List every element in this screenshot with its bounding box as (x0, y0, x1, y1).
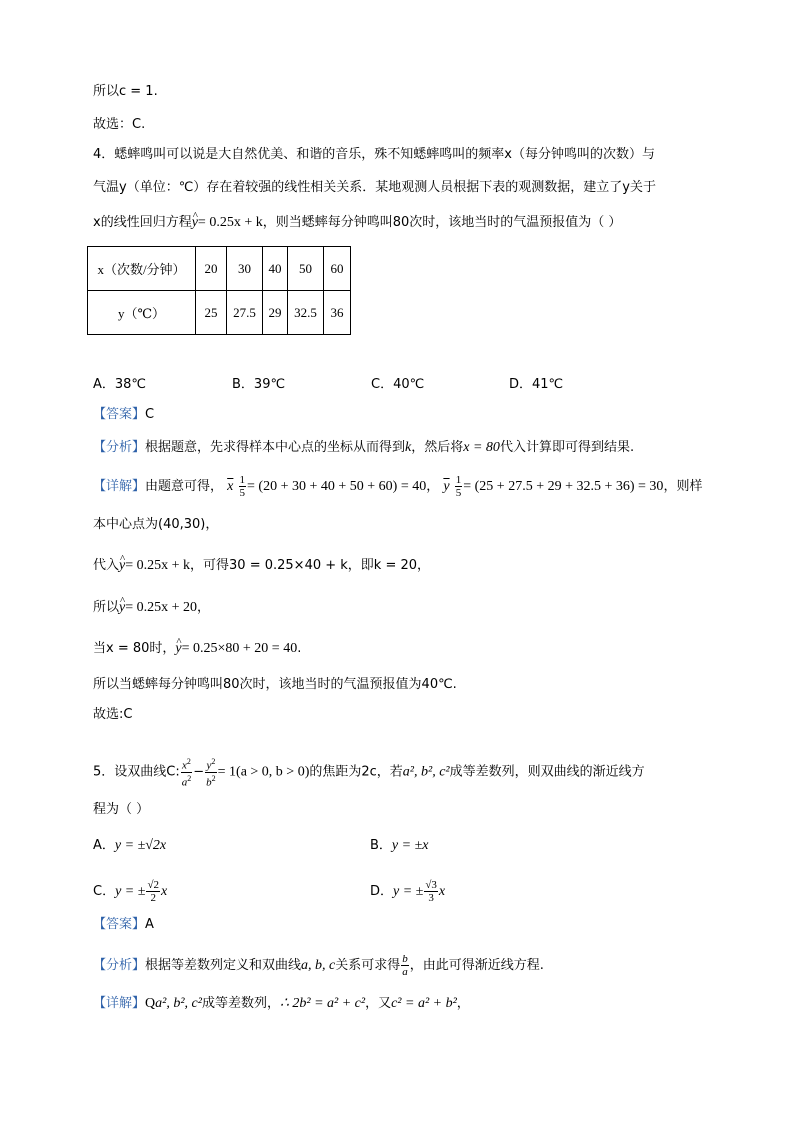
q5-stem-post: 成等差数列，则双曲线的渐近线方 (449, 764, 645, 780)
q4-detail-line4 (93, 600, 210, 616)
one-fifth-fraction: $\frac{1}{5}$ (455, 474, 462, 499)
q4-detail-line1: 【详解】由题意可得， $\overline{x}$ $\frac{1}{5}$ = (20 + 30 + 40 + 50 + 60) = 40， $\overline{y}$ $\frac{1}{5}$ = (25 + 27.5 + 29 + 32.5 + 36) = 30，则样 (93, 474, 703, 499)
q4-detail-l3-formula: = 0.25x + k (125, 558, 191, 573)
q4-detail-l4-post: ， (197, 600, 211, 615)
table-header-y: y（℃） (88, 291, 196, 335)
q5-detail-post: ， (456, 996, 470, 1011)
q5-option-d (370, 879, 445, 904)
q5-analysis-pre: 根据等差数列定义和双曲线 (145, 958, 302, 973)
table-cell-y: 32.5 (288, 291, 324, 335)
q5-option-b (370, 838, 428, 854)
q5-option-a (93, 838, 166, 854)
q5-option-b-label: B． (370, 838, 392, 853)
q5-detail-eq2: c² = a² + b² (391, 996, 457, 1011)
q5-detail-tag: 【详解】 (93, 996, 146, 1011)
q5-option-d-fraction (424, 879, 438, 904)
q4-analysis-mid: ，然后将 (411, 440, 464, 455)
table-cell-y: 36 (324, 291, 351, 335)
prev-line-c-equals-1: 所以c = 1. (93, 84, 158, 99)
q5-option-d-expr-post: x (438, 884, 446, 899)
ybar-symbol: $\overline{y}$ (443, 479, 450, 494)
q5-option-d-label: D． (370, 884, 394, 899)
q4-detail-line5 (93, 641, 301, 657)
q5-detail-mid2: ，又 (365, 996, 392, 1011)
table-cell-x: 40 (263, 247, 288, 291)
q5-hyperbola-equation: = 1(a > 0, b > 0) (217, 764, 310, 780)
q4-analysis-tag: 【分析】 (93, 440, 146, 455)
q5-option-c-num: √2 (147, 879, 159, 891)
q5-answer-line (93, 917, 154, 933)
q5-answer-tag: 【答案】 (93, 917, 146, 932)
y2-over-b2-fraction: $\frac{y^2}{b^2}$ (206, 757, 216, 789)
table-row-x (88, 247, 351, 291)
q5-option-c-expr-pre: y = ± (115, 884, 146, 899)
q5-stem-line2: 程为（ ） (93, 802, 150, 817)
q4-detail-l1-post: ，则样 (663, 479, 703, 494)
ybar-equation: = (25 + 27.5 + 29 + 32.5 + 36) = 30 (463, 479, 664, 494)
q4-analysis-line (93, 440, 634, 456)
x2-over-a2-fraction: $\frac{x^2}{a^2}$ (181, 757, 192, 789)
q4-detail-line6: 所以当蟋蟀每分钟鸣叫80次时，该地当时的气温预报值为40℃. (93, 677, 457, 692)
q4-answer-tag: 【答案】 (93, 407, 146, 422)
q4-detail-l4-pre: 所以 (93, 600, 120, 615)
q5-stem-line1: 5．设双曲线C: $\frac{x^2}{a^2}$ − $\frac{y^2}{b^2}$ = 1(a > 0, b > 0)的焦距为2c，若a², b², c²成等差数列，则双曲线的渐近线方 (93, 757, 645, 789)
q4-analysis-eq: x = 80 (463, 440, 500, 455)
q4-analysis-pre: 根据题意，先求得样本中心点的坐标从而得到 (145, 440, 406, 455)
q4-detail-l5-pre: 当x = 80时， (93, 641, 176, 656)
q5-detail-pre: Q (145, 996, 156, 1011)
q4-analysis-k: k (405, 440, 412, 455)
q4-yhat-symbol: ^ y (119, 558, 125, 573)
q4-analysis-post: 代入计算即可得到结果. (499, 440, 635, 455)
q5-detail-eq1: ∴ 2b² = a² + c² (279, 996, 366, 1011)
q5-analysis-vars: a, b, c (301, 958, 336, 973)
q5-option-c-expr-post: x (160, 884, 168, 899)
one-fifth-fraction: $\frac{1}{5}$ (239, 474, 246, 499)
q4-yhat-symbol: ^ y (119, 600, 125, 615)
q5-option-b-expr: y = ±x (391, 838, 429, 853)
q5-analysis-line (93, 953, 544, 978)
q5-analysis-tag: 【分析】 (93, 958, 146, 973)
xbar-equation: = (20 + 30 + 40 + 50 + 60) = 40 (247, 479, 427, 494)
q5-option-d-expr-pre: y = ± (393, 884, 424, 899)
q5-option-a-label: A． (93, 838, 115, 853)
prev-answer-line: 故选：C. (93, 117, 146, 132)
q4-regression-formula: = 0.25x + k (197, 215, 263, 230)
q5-analysis-frac-den: a (402, 966, 408, 978)
q5-detail-seq: a², b², c² (155, 996, 202, 1011)
q4-yhat-symbol: ^ y (192, 215, 198, 230)
q5-option-c-label: C． (93, 884, 116, 899)
q5-option-c-fraction (146, 879, 160, 904)
q5-answer: A (145, 917, 154, 932)
q4-detail-l5-formula: = 0.25×80 + 20 = 40 (181, 641, 298, 656)
q4-detail-l4-formula: = 0.25x + 20 (125, 600, 198, 615)
q5-option-a-expr: y = ±√2x (114, 838, 167, 853)
q5-option-c-den: 2 (150, 892, 156, 904)
q4-stem-line3 (93, 215, 621, 231)
q4-option-d: D．41℃ (509, 377, 564, 392)
q4-detail-l3-pre: 代入 (93, 558, 120, 573)
q4-detail-l1-pre: 由题意可得， (145, 479, 224, 494)
table-row-y (88, 291, 351, 335)
table-cell-x: 50 (288, 247, 324, 291)
table-cell-x: 60 (324, 247, 351, 291)
q5-option-d-den: 3 (428, 892, 434, 904)
q4-stem-line1: 4．蟋蟀鸣叫可以说是大自然优美、和谐的音乐，殊不知蟋蟀鸣叫的频率x（每分钟鸣叫的次数）与 (93, 147, 655, 162)
q4-detail-line2: 本中心点为(40,30)， (93, 517, 219, 532)
table-cell-y: 29 (263, 291, 288, 335)
q5-analysis-mid: 关系可求得 (335, 958, 401, 973)
q4-detail-line3 (93, 558, 430, 574)
q4-answer: C (145, 407, 155, 422)
q4-detail-line7: 故选:C (93, 707, 133, 722)
table-cell-x: 20 (196, 247, 227, 291)
q4-detail-tag: 【详解】 (93, 479, 146, 494)
q4-option-a: A．38℃ (93, 377, 147, 392)
q4-stem-line3-pre: x的线性回归方程 (93, 215, 192, 230)
table-cell-y: 25 (196, 291, 227, 335)
q4-answer-line (93, 407, 154, 423)
b-over-a-fraction (401, 953, 409, 978)
q5-analysis-frac-num: b (402, 953, 408, 965)
q5-analysis-post: ，由此可得渐近线方程. (409, 958, 544, 973)
q5-detail-line1 (93, 996, 470, 1012)
q4-detail-l5-post: . (297, 641, 302, 656)
observation-table (87, 246, 351, 335)
q4-option-b: B．39℃ (232, 377, 286, 392)
q4-detail-l3-mid: ，可得30 = 0.25×40 + k，即k = 20， (190, 558, 431, 573)
q5-stem-pre: 5．设双曲线C: (93, 764, 180, 780)
q4-stem-line2: 气温y（单位：℃）存在着较强的线性相关关系．某地观测人员根据下表的观测数据，建立了y关于 (93, 180, 656, 195)
table-cell-x: 30 (227, 247, 263, 291)
table-header-x: x（次数/分钟） (88, 247, 196, 291)
q5-detail-mid: 成等差数列， (201, 996, 280, 1011)
q4-option-c: C．40℃ (371, 377, 425, 392)
q4-stem-line3-post: ，则当蟋蟀每分钟鸣叫80次时，该地当时的气温预报值为（ ） (262, 215, 622, 230)
q5-stem-mid: 的焦距为2c，若 (309, 764, 403, 780)
q5-option-c (93, 879, 167, 904)
xbar-symbol: $\overline{x}$ (227, 479, 234, 494)
q4-yhat-symbol: ^ y (175, 641, 181, 656)
q5-stem-seq: a², b², c² (402, 764, 450, 780)
q5-option-d-num: √3 (425, 879, 437, 891)
table-cell-y: 27.5 (227, 291, 263, 335)
